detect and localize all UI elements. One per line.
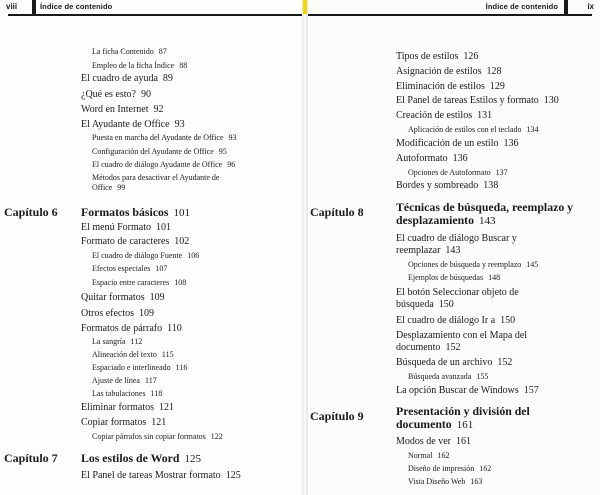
toc-entry: Modos de ver 161 xyxy=(396,436,471,447)
toc-entry: Formato de caracteres 102 xyxy=(81,236,190,247)
toc-entry: Espaciado e interlineado 116 xyxy=(92,363,188,372)
chapter-label: Capítulo 9 xyxy=(310,409,364,423)
toc-entry: Empleo de la ficha Índice 88 xyxy=(92,61,188,70)
toc-entry: El cuadro de diálogo Ir a 150 xyxy=(396,315,516,326)
toc-entry: El cuadro de ayuda 89 xyxy=(81,73,173,84)
page-header xyxy=(0,0,302,16)
toc-entry: El cuadro de diálogo Ayudante de Office 96 xyxy=(92,160,236,169)
chapter-title: Presentación y división del xyxy=(396,404,530,418)
toc-entry: Ajuste de línea 117 xyxy=(92,376,157,385)
toc-entry: Opciones de Autoformato 137 xyxy=(408,168,508,177)
header-rule xyxy=(8,14,302,16)
toc-entry: Ejemplos de búsquedas 148 xyxy=(408,273,501,282)
chapter-label: Capítulo 8 xyxy=(310,205,364,219)
page-number: ix xyxy=(587,2,594,11)
chapter-title: Los estilos de Word 125 xyxy=(81,451,201,465)
toc-entry: Modificación de un estilo 136 xyxy=(396,138,519,149)
toc-entry: Búsqueda de un archivo 152 xyxy=(396,357,513,368)
toc-entry: reemplazar 143 xyxy=(396,245,461,256)
page-number: viii xyxy=(6,2,18,11)
toc-entry: Búsqueda avanzada 155 xyxy=(408,372,489,381)
chapter-title: Formatos básicos 101 xyxy=(81,205,190,219)
toc-entry: Puesta en marcha del Ayudante de Office 93 xyxy=(92,133,237,142)
toc-entry: Vista Diseño Web 163 xyxy=(408,477,483,486)
toc-entry: La sangría 112 xyxy=(92,337,143,346)
toc-entry: El Panel de tareas Mostrar formato 125 xyxy=(81,470,241,481)
header-title: Índice de contenido xyxy=(485,2,558,11)
chapter-title: Técnicas de búsqueda, reemplazo y xyxy=(396,200,574,214)
toc-entry: Diseño de impresión 162 xyxy=(408,464,492,473)
toc-entry: Opciones de búsqueda y reemplazo 145 xyxy=(408,260,539,269)
toc-entry: Normal 162 xyxy=(408,451,450,460)
toc-entry: Creación de estilos 131 xyxy=(396,110,493,121)
toc-entry: Aplicación de estilos con el teclado 134 xyxy=(408,125,539,134)
toc-entry: Copiar formatos 121 xyxy=(81,417,167,428)
bookmark-ribbon xyxy=(303,0,307,14)
toc-entry: búsqueda 150 xyxy=(396,299,454,310)
chapter-label: Capítulo 7 xyxy=(4,451,58,465)
toc-entry: El botón Seleccionar objeto de xyxy=(396,287,519,298)
toc-entry: Autoformato 136 xyxy=(396,153,468,164)
page-header xyxy=(308,0,600,16)
toc-entry: Espacio entre caracteres 108 xyxy=(92,278,187,287)
toc-entry: Eliminar formatos 121 xyxy=(81,402,175,413)
toc-entry: Office 99 xyxy=(92,183,126,192)
toc-entry: Métodos para desactivar el Ayudante de xyxy=(92,173,220,182)
toc-entry: La ficha Contenido 87 xyxy=(92,47,167,56)
toc-entry: El Ayudante de Office 93 xyxy=(81,119,185,130)
right-page xyxy=(308,0,600,495)
toc-entry: El menú Formato 101 xyxy=(81,222,171,233)
toc-entry: Word en Internet 92 xyxy=(81,104,164,115)
toc-entry: Desplazamiento con el Mapa del xyxy=(396,330,528,341)
chapter-title: desplazamiento 143 xyxy=(396,213,496,227)
toc-entry: Formatos de párrafo 110 xyxy=(81,323,182,334)
toc-entry: El cuadro de diálogo Buscar y xyxy=(396,233,517,244)
toc-entry: Tipos de estilos 126 xyxy=(396,51,479,62)
toc-entry: Bordes y sombreado 138 xyxy=(396,180,499,191)
header-title: Índice de contenido xyxy=(40,2,113,11)
toc-entry: ¿Qué es esto? 90 xyxy=(81,89,151,100)
toc-entry: Copiar párrafos sin copiar formatos 122 xyxy=(92,432,223,441)
toc-entry: documento 152 xyxy=(396,342,461,353)
toc-entry: Eliminación de estilos 129 xyxy=(396,81,505,92)
toc-entry: Efectos especiales 107 xyxy=(92,264,168,273)
chapter-label: Capítulo 6 xyxy=(4,205,58,219)
toc-entry: Las tabulaciones 118 xyxy=(92,389,163,398)
toc-entry: La opción Buscar de Windows 157 xyxy=(396,385,539,396)
toc-entry: Quitar formatos 109 xyxy=(81,292,165,303)
toc-entry: Alineación del texto 115 xyxy=(92,350,174,359)
toc-entry: Asignación de estilos 128 xyxy=(396,66,502,77)
toc-entry: Otros efectos 109 xyxy=(81,308,155,319)
header-rule xyxy=(308,14,592,16)
chapter-title: documento 161 xyxy=(396,417,474,431)
toc-entry: El cuadro de diálogo Fuente 106 xyxy=(92,251,200,260)
toc-entry: Configuración del Ayudante de Office 95 xyxy=(92,147,227,156)
toc-entry: El Panel de tareas Estilos y formato 130 xyxy=(396,95,559,106)
